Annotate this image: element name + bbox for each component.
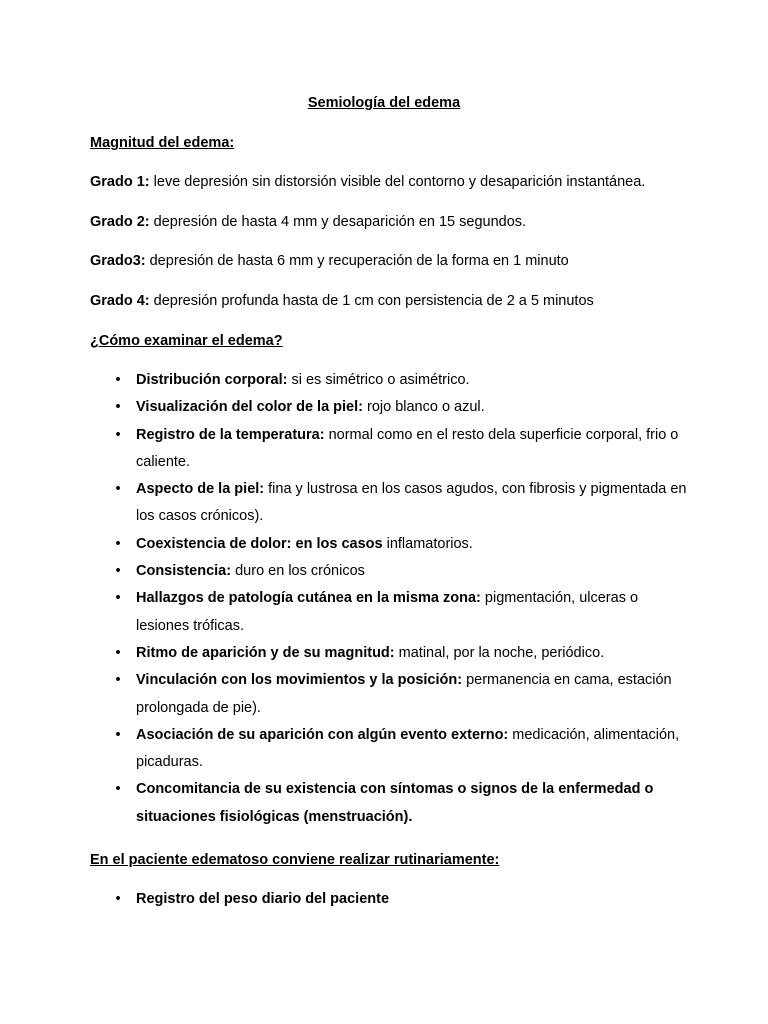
item-bold-label: Coexistencia de dolor: en los casos [136,535,383,552]
grade-line-4 [90,291,594,311]
item-bold-label: Vinculación con los movimientos y la posición: [136,672,463,689]
grade-line-2 [90,212,526,232]
bullet-icon: • [115,672,121,689]
bullet-icon: • [115,644,121,661]
section-heading-paciente-edematoso: En el paciente edematoso conviene realizar rutinariamente: [90,852,500,868]
grade-text: leve depresión sin distorsión visible del contorno y desaparición instantánea. [149,174,646,190]
bullet-icon: • [115,563,121,580]
list-item [90,558,690,585]
page-title: Semiología del edema [307,95,461,111]
grade-label: Grado 2: [90,214,150,230]
list-item [90,776,690,831]
item-bold-label: Ritmo de aparición y de su magnitud: [136,644,395,661]
item-text: matinal, por la noche, periódico. [394,644,605,661]
list-item [90,367,690,394]
bullet-icon: • [115,426,121,443]
bullet-icon: • [115,372,121,388]
exam-bullet-list [90,367,690,831]
list-item [90,640,690,667]
bullet-icon: • [115,399,121,416]
grade-text: depresión de hasta 4 mm y desaparición en 15 segundos. [149,214,527,230]
bullet-icon: • [115,726,121,743]
bullet-icon: • [115,891,121,907]
grade-line-1 [90,172,645,192]
item-bold-label: Visualización del color de la piel: [136,399,363,416]
item-bold-label: Consistencia: [136,563,232,580]
item-text: fina y lustrosa en los casos agudos, con fibrosis y pigmentada en los casos crónicos). [136,481,687,525]
item-text: medicación, alimentación, picaduras. [136,726,680,771]
list-item [90,667,690,722]
section-heading-como-examinar: ¿Cómo examinar el edema? [90,333,283,349]
grade-label: Grado 1: [90,174,150,190]
item-text: rojo blanco o azul. [362,399,485,416]
grade-line-3 [90,251,569,271]
item-bold-label: Distribución corporal: [136,372,288,388]
grade-text: depresión de hasta 6 mm y recuperación de la forma en 1 minuto [145,253,569,269]
grade-label: Grado3: [90,253,146,269]
item-text: permanencia en cama, estación prolongada de pie). [136,672,672,716]
bullet-icon: • [115,481,121,498]
bullet-icon: • [115,535,121,552]
item-text: pigmentación, ulceras o lesiones tróficas. [136,590,639,634]
routine-bullet-list [90,886,690,913]
list-item [90,585,690,640]
grade-text: depresión profunda hasta de 1 cm con persistencia de 2 a 5 minutos [149,293,594,309]
list-item [90,722,690,777]
item-text: si es simétrico o asimétrico. [287,372,470,388]
item-text: duro en los crónicos [231,563,365,580]
item-bold-label: Asociación de su aparición con algún evento externo: [136,726,509,743]
item-text: inflamatorios. [382,535,473,552]
item-bold-label: Hallazgos de patología cutánea en la misma zona: [136,590,481,607]
list-item [90,531,690,558]
item-bold-label: Aspecto de la piel: [136,481,265,498]
list-item [90,394,690,421]
list-item [90,422,690,477]
item-bold-label: Registro del peso diario del paciente [136,891,390,907]
bullet-icon: • [115,590,121,607]
item-bold-label: Concomitancia de su existencia con síntomas o signos de la enfermedad o situaciones fisiológicas (menstruación). [136,781,654,825]
list-item [90,476,690,531]
grade-label: Grado 4: [90,293,150,309]
list-item [90,886,690,913]
item-bold-label: Registro de la temperatura: [136,426,325,443]
item-text: normal como en el resto dela superficie corporal, frio o caliente. [136,426,679,470]
section-heading-magnitud: Magnitud del edema: [90,135,235,151]
bullet-icon: • [115,781,121,798]
